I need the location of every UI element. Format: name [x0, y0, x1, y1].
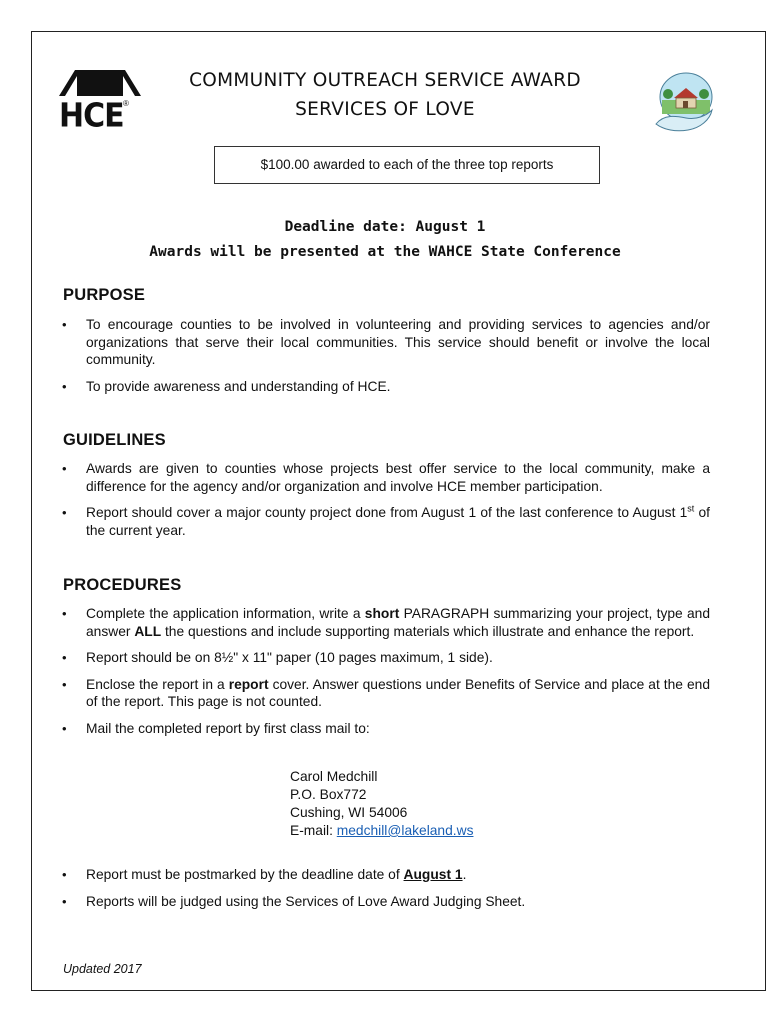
list-item: • Report should cover a major county project done from August 1 of the last conference to August 1st of the current year.: [62, 504, 710, 539]
city-state-zip: Cushing, WI 54006: [290, 805, 408, 820]
procedures-heading: PROCEDURES: [63, 576, 182, 594]
award-amount-box: $100.00 awarded to each of the three top reports: [214, 146, 600, 184]
hand-house-logo: [652, 70, 716, 136]
list-item: • Report must be postmarked by the deadline date of August 1.: [62, 866, 710, 884]
guidelines-list: [62, 460, 710, 548]
logo-registered-mark: ®: [123, 99, 129, 108]
hand-holding-house-icon: [652, 70, 716, 136]
email-line: E-mail: medchill@lakeland.ws: [290, 823, 474, 838]
award-presentation-note: Awards will be presented at the WAHCE State Conference: [149, 244, 621, 260]
page-title: COMMUNITY OUTREACH SERVICE AWARD: [189, 70, 581, 91]
list-item: • To provide awareness and understanding of HCE.: [62, 378, 710, 396]
guidelines-heading: GUIDELINES: [63, 431, 166, 449]
po-box: P.O. Box772: [290, 787, 367, 802]
list-item: • Enclose the report in a report cover. Answer questions under Benefits of Service and place at the end of the report. This page is not counted.: [62, 676, 710, 711]
procedures-list-continued: [62, 866, 710, 919]
procedures-list: [62, 605, 710, 746]
purpose-heading: PURPOSE: [63, 286, 146, 304]
email-link[interactable]: medchill@lakeland.ws: [336, 823, 474, 838]
list-item: • Awards are given to counties whose projects best offer service to the local community, make a difference for the agency and/or organization and involve HCE member participation.: [62, 460, 710, 495]
updated-note: Updated 2017: [63, 962, 142, 976]
list-item: • Mail the completed report by first class mail to:: [62, 720, 710, 738]
list-item: • Complete the application information, write a short PARAGRAPH summarizing your project, type and answer ALL the questions and include supporting materials which illustrate and enhance the report.: [62, 605, 710, 640]
purpose-list: [62, 316, 710, 404]
logo-text: HCE: [59, 97, 124, 136]
deadline-date: Deadline date: August 1: [284, 219, 486, 235]
list-item: • To encourage counties to be involved in volunteering and providing services to agencies and/or organizations that serve their local communities. This service should benefit or involve the local community.: [62, 316, 710, 369]
list-item: • Reports will be judged using the Services of Love Award Judging Sheet.: [62, 893, 710, 911]
page-subtitle: SERVICES OF LOVE: [295, 99, 475, 120]
recipient-name: Carol Medchill: [290, 769, 378, 784]
mailing-address: [290, 768, 473, 840]
list-item: • Report should be on 8½" x 11" paper (10 pages maximum, 1 side).: [62, 649, 710, 667]
